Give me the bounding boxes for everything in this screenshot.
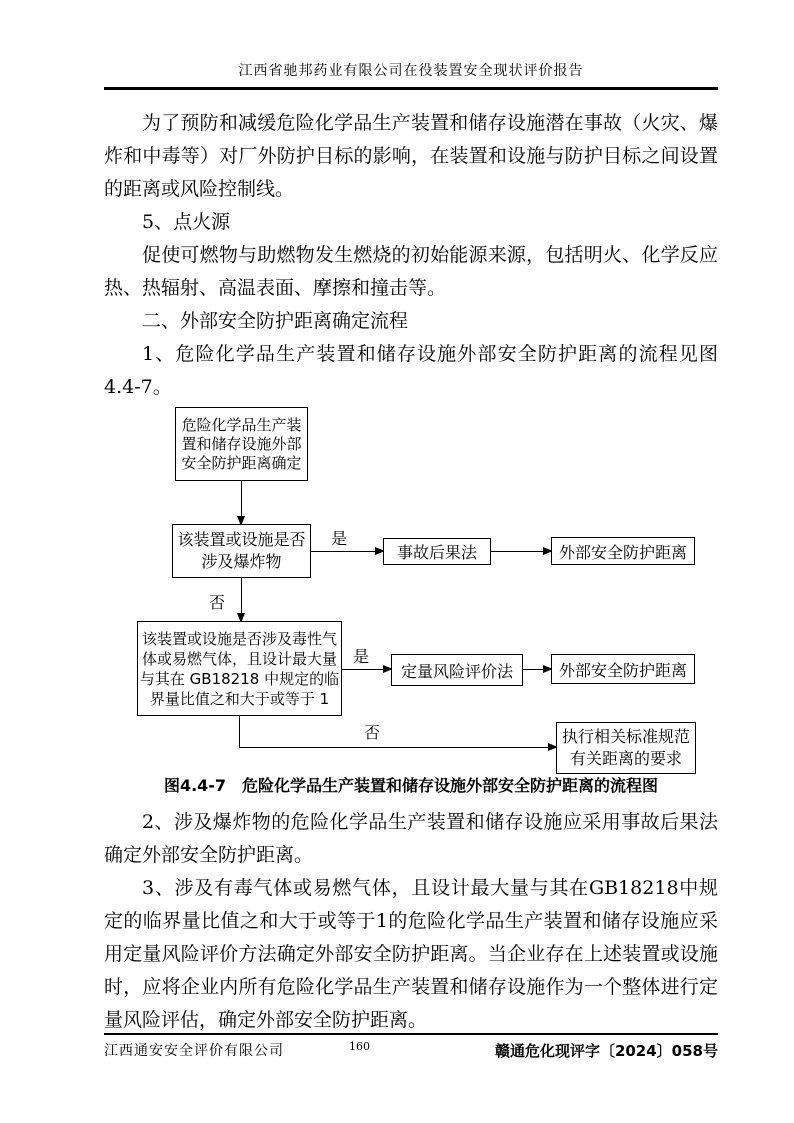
flowchart-figure: [104, 404, 718, 769]
flowchart-node-method1: 事故后果法: [383, 538, 491, 565]
heading-ignition-source: 5、点火源: [142, 211, 231, 233]
paragraph: 2、涉及爆炸物的危险化学品生产装置和储存设施应采用事故后果法确定外部安全防护距离。: [104, 811, 718, 866]
page-content: [104, 107, 718, 1037]
footer-company-name: 江西通安安全评价有限公司: [104, 1043, 284, 1059]
arrow-right-decision2-to-fallback: [239, 747, 556, 748]
flowchart-node-result1: 外部安全防护距离: [551, 537, 695, 565]
footer-page-number: 160: [348, 1040, 370, 1053]
flow-label-yes1: 是: [329, 526, 349, 549]
header-rule: [104, 87, 718, 90]
arrow-down-start-to-decision1: [241, 481, 242, 524]
flowchart-node-start: 危险化学品生产装置和储存设施外部安全防护距离确定: [175, 407, 308, 481]
flowchart-node-fallback: 执行相关标准规范有关距离的要求: [556, 722, 696, 774]
paragraph: 1、危险化学品生产装置和储存设施外部安全防护距离的流程见图4.4-7。: [104, 343, 718, 398]
figure-caption: 图4.4-7 危险化学品生产装置和储存设施外部安全防护距离的流程图: [163, 776, 659, 795]
flowchart-node-result2: 外部安全防护距离: [551, 654, 695, 684]
flowchart-node-method2: 定量风险评价法: [391, 654, 523, 686]
arrow-down-decision1-to-decision2: [241, 578, 242, 621]
elbow-down-decision2: [239, 716, 240, 748]
flowchart-node-decision1: 该装置或设施是否涉及爆炸物: [172, 524, 311, 578]
paragraph: 3、涉及有毒气体或易燃气体，且设计最大量与其在GB18218中规定的临界量比值之和大于或等于1的危险化学品生产装置和储存设施应采用定量风险评价方法确定外部安全防护距离。当企业存在上述装置或设施时，应将企业内所有危险化学品生产装置和储存设施作为一个整体进行定量风险评估，确定外部安全防护距离。: [104, 877, 718, 1031]
page-footer: [104, 1033, 718, 1061]
arrow-right-decision1-to-method1: [311, 551, 383, 552]
page-header-title: 江西省驰邦药业有限公司在役装置安全现状评价报告: [238, 63, 584, 79]
footer-document-number: 赣通危化现评字〔2024〕058号: [494, 1042, 718, 1060]
flow-label-no1: 否: [207, 590, 227, 613]
heading-section-2: 二、外部安全防护距离确定流程: [142, 310, 409, 332]
arrow-right-method1-to-result1: [491, 551, 551, 552]
flow-label-yes2: 是: [351, 644, 371, 667]
arrow-right-method2-to-result2: [523, 669, 551, 670]
arrow-right-decision2-to-method2: [342, 669, 391, 670]
flowchart-node-decision2: 该装置或设施是否涉及毒性气体或易燃气体，且设计最大量与其在 GB18218 中规定的临界量比值之和大于或等于 1: [137, 621, 342, 716]
paragraph: 为了预防和减缓危险化学品生产装置和储存设施潜在事故（火灾、爆炸和中毒等）对厂外防护目标的影响，在装置和设施与防护目标之间设置的距离或风险控制线。: [104, 112, 718, 200]
paragraph: 促使可燃物与助燃物发生燃烧的初始能源来源，包括明火、化学反应热、热辐射、高温表面、摩擦和撞击等。: [104, 244, 718, 299]
flow-label-no2: 否: [362, 720, 382, 743]
